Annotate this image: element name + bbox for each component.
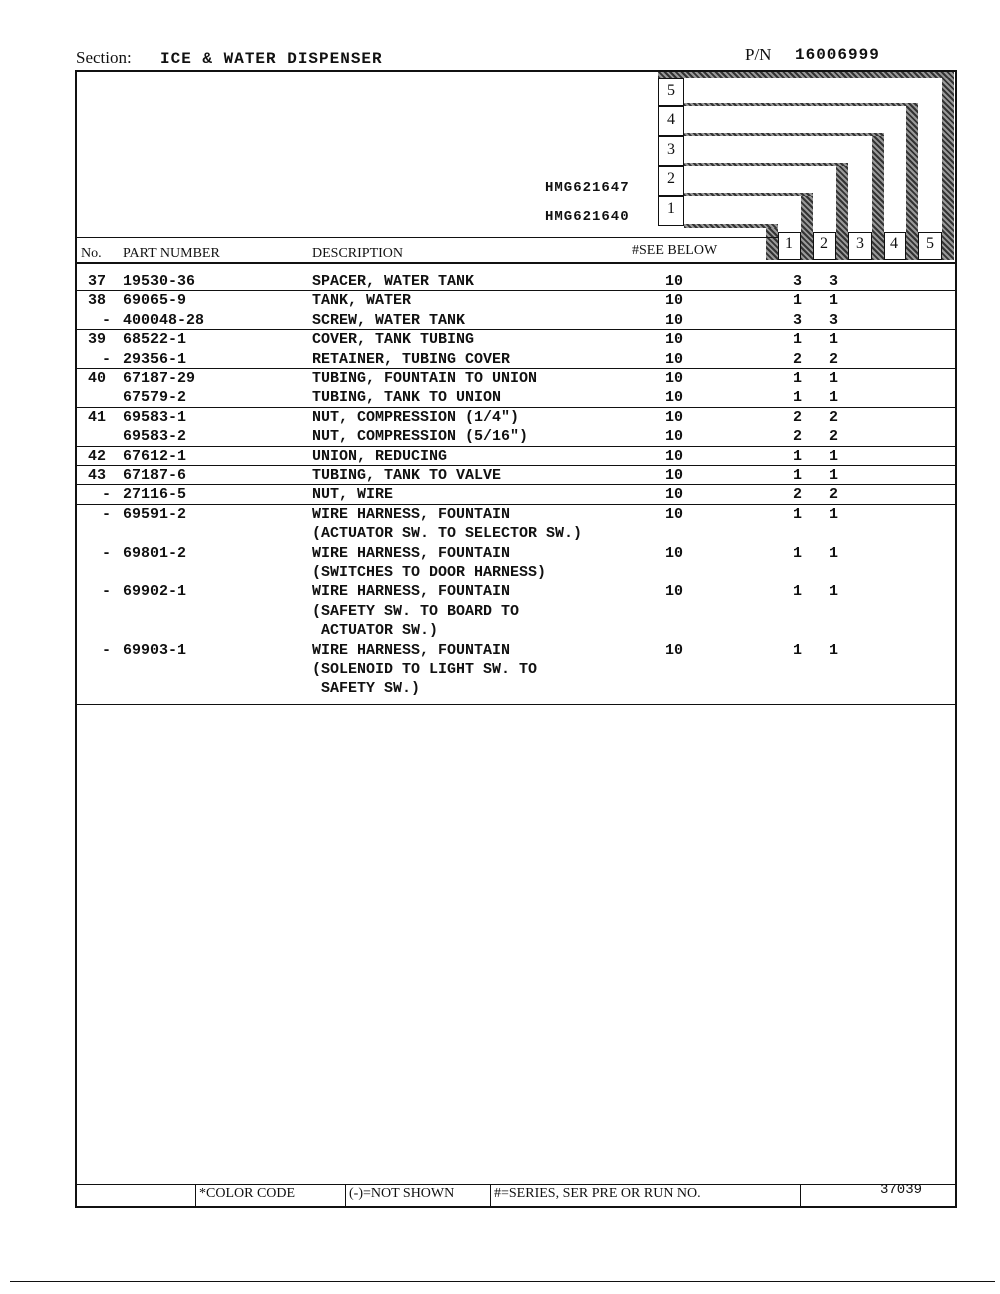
footer-series: #=SERIES, SER PRE OR RUN NO. [494,1186,701,1201]
model-col-4-label: 4 [667,111,675,128]
series-number: 10 [665,505,684,523]
description-line: SAFETY SW.) [312,680,421,698]
section-title: ICE & WATER DISPENSER [160,50,383,68]
qty-model-2: 1 [829,331,839,349]
model-number-1: HMG621647 [545,180,630,196]
qty-model-2: 1 [829,641,839,659]
part-number-value: 16006999 [795,46,880,64]
description-line: TUBING, TANK TO VALVE [312,467,502,484]
series-number: 10 [665,311,684,329]
item-number: 39 [88,331,107,349]
description-line: NUT, WIRE [312,486,394,504]
qty-model-1: 1 [793,370,803,387]
model-col-3-label: 3 [667,141,675,158]
item-number: - [102,544,112,562]
row-divider [75,504,957,505]
series-number: 10 [665,467,684,484]
description-line: COVER, TANK TUBING [312,331,475,349]
description-line: RETAINER, TUBING COVER [312,350,511,368]
qty-model-2: 3 [829,311,839,329]
item-number: 43 [88,467,107,484]
qty-model-2: 1 [829,389,839,407]
series-number: 10 [665,583,684,601]
part-number: 69065-9 [123,292,187,310]
item-number: - [102,350,112,368]
qty-model-2: 1 [829,467,839,484]
part-number: 69902-1 [123,583,187,601]
col-5-header: 5 [926,235,934,252]
description-line: WIRE HARNESS, FOUNTAIN [312,505,511,523]
qty-model-2: 1 [829,544,839,562]
description-line: TUBING, TANK TO UNION [312,389,502,407]
series-number: 10 [665,331,684,349]
qty-model-2: 2 [829,428,839,446]
col-2-header: 2 [820,235,828,252]
col-header-no: No. [81,246,102,261]
description-line: NUT, COMPRESSION (5/16") [312,428,529,446]
model-number-2: HMG621640 [545,209,630,225]
description-line: WIRE HARNESS, FOUNTAIN [312,544,511,562]
qty-model-1: 2 [793,428,803,446]
model-col-5-label: 5 [667,82,675,99]
row-divider [75,465,957,466]
row-divider [75,407,957,408]
item-number: 42 [88,447,107,465]
item-number: - [102,486,112,504]
col-1-header: 1 [785,235,793,252]
part-number: 69583-2 [123,428,187,446]
item-number: - [102,505,112,523]
part-number: 69801-2 [123,544,187,562]
row-divider [75,329,957,330]
qty-model-1: 3 [793,311,803,329]
qty-model-2: 1 [829,583,839,601]
item-number: 38 [88,292,107,310]
part-number: 400048-28 [123,311,205,329]
series-number: 10 [665,544,684,562]
model-col-1-label: 1 [667,200,675,217]
qty-model-1: 2 [793,408,803,426]
qty-model-2: 3 [829,273,839,290]
part-number: 67579-2 [123,389,187,407]
description-line: NUT, COMPRESSION (1/4") [312,408,520,426]
description-line: WIRE HARNESS, FOUNTAIN [312,583,511,601]
description-line: SPACER, WATER TANK [312,273,475,290]
qty-model-2: 1 [829,370,839,387]
description-line: (SWITCHES TO DOOR HARNESS) [312,564,547,581]
footer-doc-number: 37039 [880,1182,923,1198]
description-line: (SAFETY SW. TO BOARD TO [312,602,520,620]
section-label: Section: [76,48,132,67]
qty-model-1: 1 [793,544,803,562]
description-line: TANK, WATER [312,292,412,310]
qty-model-1: 1 [793,331,803,349]
part-number-label: P/N [745,45,772,64]
series-number: 10 [665,273,684,290]
qty-model-1: 1 [793,467,803,484]
part-number: 29356-1 [123,350,187,368]
qty-model-1: 1 [793,389,803,407]
row-divider [75,368,957,369]
qty-model-1: 1 [793,447,803,465]
model-col-2-label: 2 [667,170,675,187]
part-number: 67612-1 [123,447,187,465]
description-line: WIRE HARNESS, FOUNTAIN [312,641,511,659]
item-number: - [102,583,112,601]
col-4-header: 4 [890,235,898,252]
qty-model-2: 2 [829,408,839,426]
row-divider [75,446,957,447]
part-number: 69591-2 [123,505,187,523]
part-number: 69583-1 [123,408,187,426]
series-number: 10 [665,389,684,407]
part-number: 67187-29 [123,370,196,387]
col-header-see-below: #SEE BELOW [632,243,718,258]
qty-model-1: 3 [793,273,803,290]
qty-model-2: 2 [829,486,839,504]
qty-model-2: 1 [829,447,839,465]
part-number: 69903-1 [123,641,187,659]
qty-model-1: 1 [793,292,803,310]
qty-model-1: 1 [793,583,803,601]
qty-model-1: 1 [793,505,803,523]
col-3-header: 3 [856,235,864,252]
series-number: 10 [665,292,684,310]
footer-not-shown: (-)=NOT SHOWN [349,1186,455,1201]
part-number: 67187-6 [123,467,187,484]
qty-model-2: 1 [829,292,839,310]
description-line: (SOLENOID TO LIGHT SW. TO [312,661,538,678]
description-line: SCREW, WATER TANK [312,311,466,329]
qty-model-2: 1 [829,505,839,523]
row-divider [75,290,957,291]
description-line: ACTUATOR SW.) [312,622,439,640]
item-number: - [102,311,112,329]
page-bottom-rule [10,1281,995,1282]
part-number: 27116-5 [123,486,187,504]
description-line: TUBING, FOUNTAIN TO UNION [312,370,538,387]
qty-model-1: 1 [793,641,803,659]
description-line: (ACTUATOR SW. TO SELECTOR SW.) [312,525,583,543]
qty-model-2: 2 [829,350,839,368]
item-number: 37 [88,273,107,290]
description-line: UNION, REDUCING [312,447,448,465]
series-number: 10 [665,408,684,426]
part-number: 19530-36 [123,273,196,290]
item-number: 41 [88,408,107,426]
col-header-part-number: PART NUMBER [123,246,220,261]
item-number: 40 [88,370,107,387]
series-number: 10 [665,447,684,465]
row-divider [75,484,957,485]
series-number: 10 [665,428,684,446]
qty-model-1: 2 [793,486,803,504]
series-number: 10 [665,486,684,504]
series-number: 10 [665,370,684,387]
footer-color-code: *COLOR CODE [199,1186,296,1201]
table-end-rule [75,704,957,705]
series-number: 10 [665,350,684,368]
qty-model-1: 2 [793,350,803,368]
col-header-description: DESCRIPTION [312,246,404,261]
part-number: 68522-1 [123,331,187,349]
item-number: - [102,641,112,659]
series-number: 10 [665,641,684,659]
